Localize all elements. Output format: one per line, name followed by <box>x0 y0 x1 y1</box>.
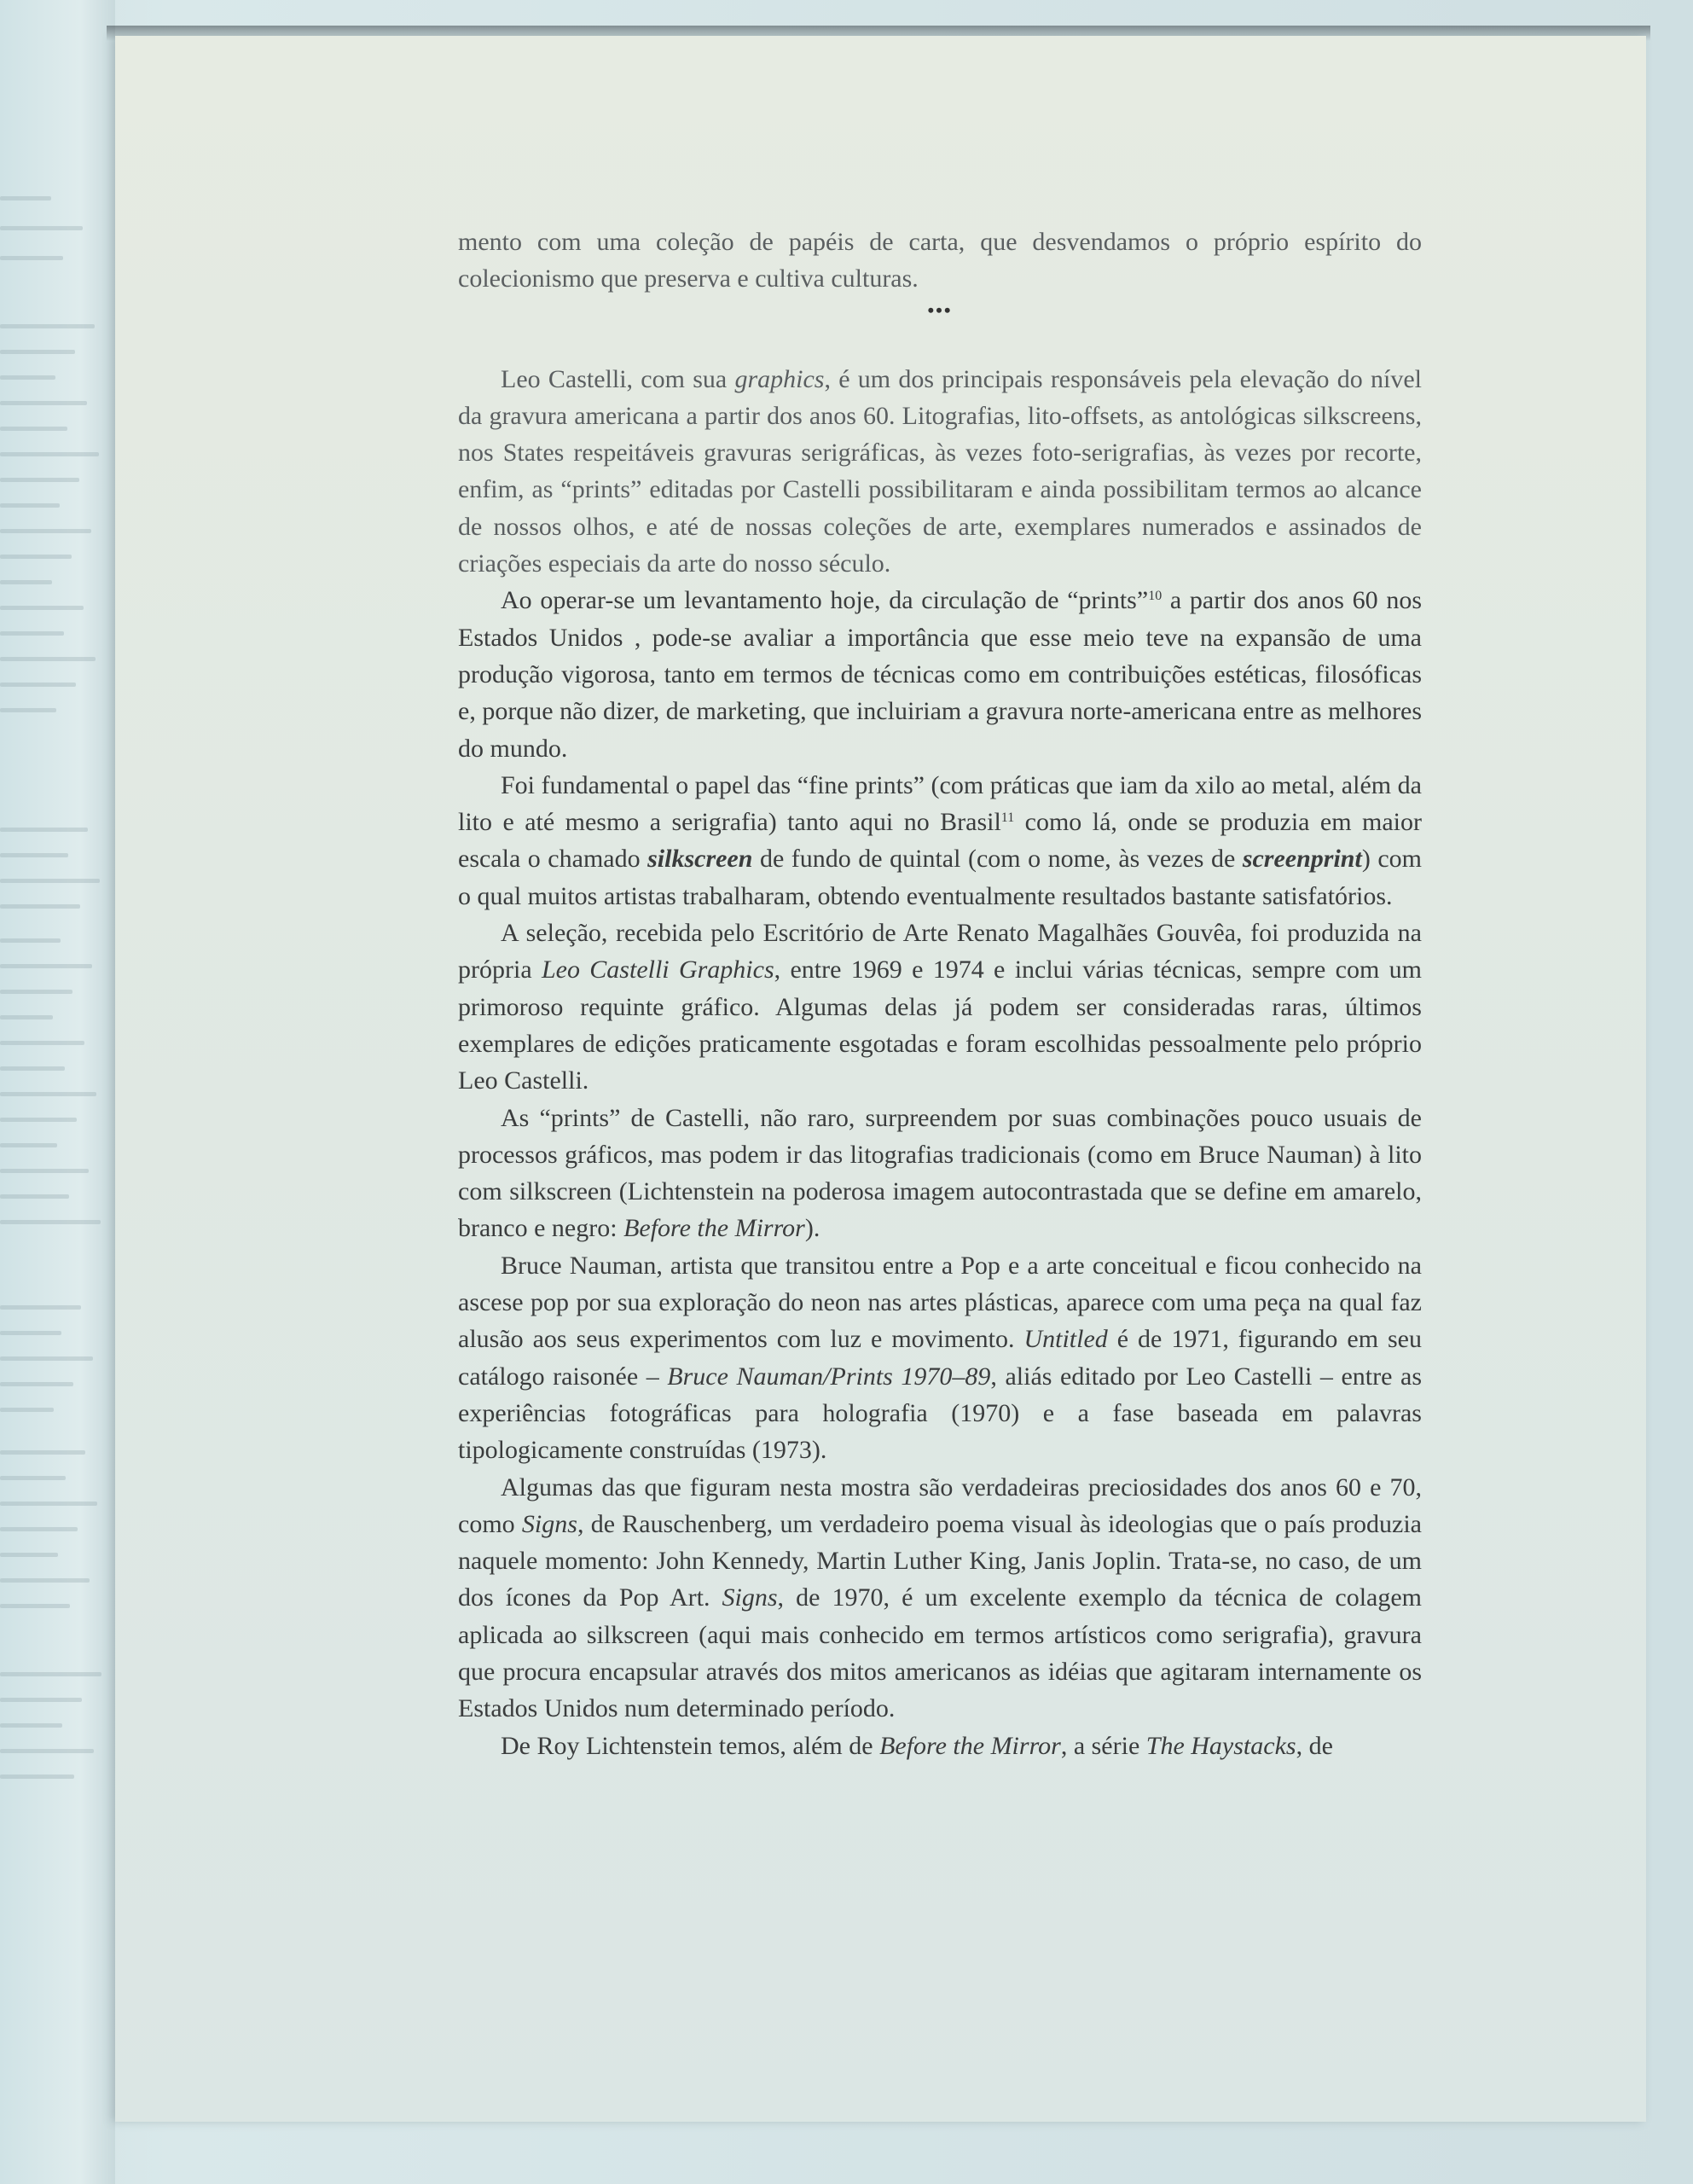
text-run: , é um dos principais responsáveis pela elevação do nível da gravura americana a partir dos anos 60. Litografias, lito-offsets, as antológicas silkscreens, nos States respeitáveis gravuras serigráficas, às vezes foto-serigrafias, às vezes por recorte, enfim, as “prints” editadas por Castelli possibilitaram e ainda possibilitam termos ao alcance de nossos olhos, e até de nossas coleções de arte, exemplares numerados e assinados de criações especiais da arte do nosso século. <box>458 364 1422 578</box>
ghost-line <box>0 1698 82 1702</box>
text-run: , aliás editado por Leo Castelli – entre as experiências fotográficas para holografia (1970) e a fase baseada em palavras tipologicamente construídas (1973). <box>458 1362 1422 1465</box>
ghost-line <box>0 1092 96 1096</box>
text-run: é de 1971, figurando em seu catálogo raisonée – <box>458 1325 1423 1391</box>
ghost-line <box>0 478 79 482</box>
text-run: , de <box>1296 1731 1333 1760</box>
ghost-line <box>0 1672 101 1676</box>
ghost-line <box>0 1502 97 1506</box>
footnote-ref: 11 <box>1000 810 1015 826</box>
italic-title: Signs <box>521 1509 577 1538</box>
ghost-line <box>0 1143 57 1147</box>
ghost-line <box>0 708 56 712</box>
text-run: Algumas das que figuram nesta mostra são verdadeiras preciosidades dos anos 60 e 70, como <box>458 1472 1422 1538</box>
text-run: como lá, onde se produzia em maior escala o chamado <box>458 808 1422 874</box>
text-run: a partir dos anos 60 nos Estados Unidos , pode-se avaliar a importância que esse meio teve na expansão de uma produção vigorosa, tanto em termos de técnicas como em contribuições estéticas, filosóficas e, porque não dizer, de marketing, que incluiriam a gravura norte-americana entre as melhores do mundo. <box>458 586 1423 763</box>
ghost-line <box>0 196 51 200</box>
ghost-line <box>0 1118 77 1122</box>
ghost-line <box>0 324 95 328</box>
italic-title: Untitled <box>1023 1325 1108 1354</box>
ghost-line <box>0 828 88 832</box>
ghost-line <box>0 350 75 354</box>
ghost-line <box>0 1408 54 1412</box>
text-run: Foi fundamental o papel das “fine prints” (com práticas que iam da xilo ao metal, além da lito e até mesmo a serigrafia) tanto aqui no Brasil <box>458 770 1422 837</box>
ghost-line <box>0 401 87 405</box>
ghost-line <box>0 606 84 610</box>
section-separator: ••• <box>927 299 953 321</box>
ghost-line <box>0 375 55 380</box>
facing-page-edge <box>0 0 115 2184</box>
ghost-line <box>0 1774 74 1779</box>
ghost-line <box>0 1382 73 1386</box>
paragraph-continuation <box>458 224 1422 298</box>
ghost-line <box>0 682 76 687</box>
paragraph <box>458 915 1422 1099</box>
paragraph <box>458 1100 1422 1247</box>
ghost-line <box>0 990 72 994</box>
text-run: , entre 1969 e 1974 e inclui várias técnicas, sempre com um primoroso requinte gráfico. Algumas delas já podem ser consideradas raras, últimos exemplares de edições praticamente esgotadas e foram escolhidas pessoalmente pelo próprio Leo Castelli. <box>458 956 1422 1095</box>
text-run: , de 1970, é um excelente exemplo da técnica de colagem aplicada ao silkscreen (aqui mais conhecido em termos artísticos como serigrafia), gravura que procura encapsular através dos mitos americanos as idéias que agitaram internamente os Estados Unidos num determinado período. <box>458 1583 1422 1723</box>
text-run: , de Rauschenberg, um verdadeiro poema visual às ideologias que o país produzia naquele momento: John Kennedy, Martin Luther King, Janis Joplin. Trata-se, no caso, de um dos ícones da Pop Art. <box>458 1509 1422 1612</box>
ghost-line <box>0 226 83 230</box>
ghost-line <box>0 1041 84 1045</box>
ghost-line <box>0 503 60 508</box>
text-run: ) com o qual muitos artistas trabalharam, obtendo eventualmente resultados bastante satisfatórios. <box>458 845 1422 910</box>
italic-title: The Haystacks <box>1145 1731 1296 1760</box>
ghost-line <box>0 1331 61 1335</box>
text-run: De Roy Lichtenstein temos, além de <box>501 1731 880 1760</box>
text-run: de fundo de quintal (com o nome, às vezes de <box>752 845 1243 874</box>
paragraph <box>458 582 1422 766</box>
italic-title: Signs <box>722 1583 778 1612</box>
bold-italic-term <box>1243 845 1362 873</box>
bold-italic-term <box>647 845 752 873</box>
ghost-line <box>0 1220 101 1224</box>
paragraph <box>458 1728 1422 1764</box>
ghost-line <box>0 529 91 533</box>
text-run: As “prints” de Castelli, não raro, surpreendem por suas combinações pouco usuais de processos gráficos, mas podem ir das litografias tradicionais (como em Bruce Nauman) à lito com silkscreen (Lichtenstein na poderosa imagem autocontrastada que se define em amarelo, branco e negro: <box>458 1103 1422 1243</box>
ghost-line <box>0 879 100 883</box>
italic-title: Bruce Nauman/Prints 1970–89 <box>667 1362 991 1391</box>
ghost-line <box>0 1356 93 1361</box>
text-run: mento com uma coleção de papéis de carta, que desvendamos o próprio espírito do colecionismo que preserva e cultiva culturas. <box>458 228 1422 293</box>
facing-page-ghost-text <box>0 0 115 2184</box>
ghost-line <box>0 1553 58 1557</box>
body-text <box>458 224 1422 1764</box>
ghost-line <box>0 1194 69 1199</box>
ghost-line <box>0 853 68 857</box>
ghost-line <box>0 1527 78 1531</box>
bold-italic-text: silkscreen <box>647 845 753 874</box>
ghost-line <box>0 938 61 943</box>
italic-title: Before the Mirror <box>879 1731 1061 1760</box>
ghost-line <box>0 1450 85 1455</box>
italic-title: graphics <box>734 364 825 393</box>
ghost-line <box>0 964 92 968</box>
ghost-line <box>0 452 99 456</box>
paragraph <box>458 1469 1422 1728</box>
text-run: , a série <box>1060 1731 1146 1760</box>
ghost-line <box>0 580 52 584</box>
ghost-line <box>0 657 96 661</box>
ghost-line <box>0 1169 89 1173</box>
italic-title: Leo Castelli Graphics <box>541 956 774 985</box>
ghost-line <box>0 1604 70 1608</box>
text-run: Leo Castelli, com sua <box>501 364 735 393</box>
ghost-line <box>0 1476 66 1480</box>
text-run: A seleção, recebida pelo Escritório de Arte Renato Magalhães Gouvêa, foi produzida na própria <box>458 919 1422 985</box>
paragraph <box>458 767 1422 915</box>
ghost-line <box>0 904 80 909</box>
ghost-line <box>0 427 67 431</box>
paragraph <box>458 361 1422 583</box>
italic-title: Before the Mirror <box>623 1214 805 1243</box>
text-run: Bruce Nauman, artista que transitou entre a Pop e a arte conceitual e ficou conhecido na ascese pop por sua exploração do neon nas artes plásticas, aparece com uma peça na qual faz alusão aos seus experimentos com luz e movimento. <box>458 1251 1422 1354</box>
ghost-line <box>0 1578 90 1583</box>
text-run: ). <box>804 1214 820 1243</box>
ghost-line <box>0 1749 94 1753</box>
text-run: Ao operar-se um levantamento hoje, da circulação de “prints” <box>501 586 1149 615</box>
ghost-line <box>0 1723 62 1728</box>
paragraph <box>458 1247 1422 1469</box>
footnote-ref: 10 <box>1148 589 1162 604</box>
ghost-line <box>0 555 72 559</box>
ghost-line <box>0 1015 53 1019</box>
ghost-line <box>0 1066 65 1071</box>
ghost-line <box>0 631 64 636</box>
bold-italic-text: screenprint <box>1242 845 1362 874</box>
ghost-line <box>0 256 63 260</box>
ghost-line <box>0 1305 81 1310</box>
